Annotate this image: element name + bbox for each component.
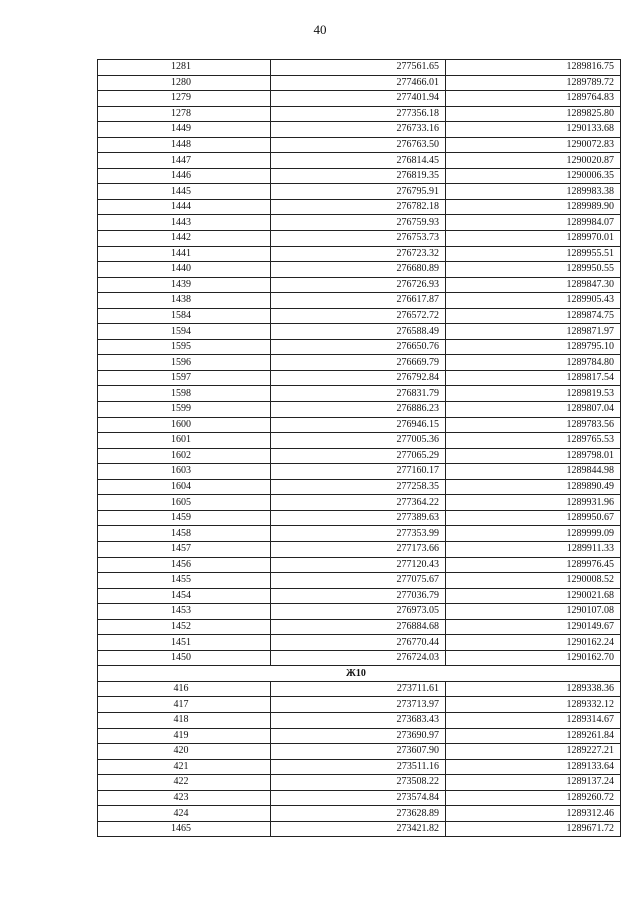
x-coordinate-cell: 277160.17 [271, 464, 446, 480]
point-number-cell: 419 [98, 728, 271, 744]
table-row [98, 417, 621, 433]
y-coordinate-cell: 1289817.54 [446, 370, 621, 386]
y-coordinate-cell: 1290021.68 [446, 588, 621, 604]
y-coordinate-cell: 1289332.12 [446, 697, 621, 713]
point-number-cell: 1602 [98, 448, 271, 464]
table-row [98, 479, 621, 495]
table-row [98, 339, 621, 355]
point-number-cell: 1451 [98, 635, 271, 651]
x-coordinate-cell: 277364.22 [271, 495, 446, 511]
y-coordinate-cell: 1289890.49 [446, 479, 621, 495]
y-coordinate-cell: 1289931.96 [446, 495, 621, 511]
table-row [98, 402, 621, 418]
y-coordinate-cell: 1289844.98 [446, 464, 621, 480]
y-coordinate-cell: 1289227.21 [446, 744, 621, 760]
y-coordinate-cell: 1290149.67 [446, 619, 621, 635]
table-row [98, 75, 621, 91]
x-coordinate-cell: 276572.72 [271, 308, 446, 324]
x-coordinate-cell: 276763.50 [271, 137, 446, 153]
x-coordinate-cell: 276726.93 [271, 277, 446, 293]
table-row [98, 759, 621, 775]
point-number-cell: 418 [98, 712, 271, 728]
point-number-cell: 416 [98, 681, 271, 697]
section-header-group [98, 666, 621, 682]
x-coordinate-cell: 276884.68 [271, 619, 446, 635]
table-row [98, 370, 621, 386]
x-coordinate-cell: 277065.29 [271, 448, 446, 464]
point-number-cell: 1600 [98, 417, 271, 433]
table-row [98, 262, 621, 278]
x-coordinate-cell: 273607.90 [271, 744, 446, 760]
table-row [98, 184, 621, 200]
point-number-cell: 1442 [98, 231, 271, 247]
x-coordinate-cell: 277561.65 [271, 60, 446, 76]
point-number-cell: 1441 [98, 246, 271, 262]
table-row [98, 91, 621, 107]
table-row [98, 386, 621, 402]
table-row [98, 588, 621, 604]
y-coordinate-cell: 1289765.53 [446, 433, 621, 449]
y-coordinate-cell: 1289784.80 [446, 355, 621, 371]
x-coordinate-cell: 276724.03 [271, 650, 446, 666]
x-coordinate-cell: 276680.89 [271, 262, 446, 278]
y-coordinate-cell: 1290008.52 [446, 573, 621, 589]
rows-before-section [98, 60, 621, 666]
point-number-cell: 1459 [98, 510, 271, 526]
x-coordinate-cell: 277466.01 [271, 75, 446, 91]
point-number-cell: 1599 [98, 402, 271, 418]
y-coordinate-cell: 1289871.97 [446, 324, 621, 340]
table-row [98, 650, 621, 666]
y-coordinate-cell: 1289874.75 [446, 308, 621, 324]
x-coordinate-cell: 273683.43 [271, 712, 446, 728]
y-coordinate-cell: 1290162.70 [446, 650, 621, 666]
point-number-cell: 1279 [98, 91, 271, 107]
x-coordinate-cell: 276723.32 [271, 246, 446, 262]
point-number-cell: 1465 [98, 821, 271, 837]
x-coordinate-cell: 276759.93 [271, 215, 446, 231]
y-coordinate-cell: 1289989.90 [446, 199, 621, 215]
table-row [98, 293, 621, 309]
point-number-cell: 1440 [98, 262, 271, 278]
y-coordinate-cell: 1289261.84 [446, 728, 621, 744]
x-coordinate-cell: 276782.18 [271, 199, 446, 215]
x-coordinate-cell: 276650.76 [271, 339, 446, 355]
point-number-cell: 1604 [98, 479, 271, 495]
point-number-cell: 1280 [98, 75, 271, 91]
table-row [98, 775, 621, 791]
y-coordinate-cell: 1289950.67 [446, 510, 621, 526]
table-row [98, 557, 621, 573]
y-coordinate-cell: 1289984.07 [446, 215, 621, 231]
x-coordinate-cell: 277258.35 [271, 479, 446, 495]
y-coordinate-cell: 1289783.56 [446, 417, 621, 433]
table-row [98, 215, 621, 231]
y-coordinate-cell: 1290133.68 [446, 122, 621, 138]
table-row [98, 60, 621, 76]
y-coordinate-cell: 1289847.30 [446, 277, 621, 293]
point-number-cell: 1584 [98, 308, 271, 324]
y-coordinate-cell: 1289260.72 [446, 790, 621, 806]
x-coordinate-cell: 276946.15 [271, 417, 446, 433]
y-coordinate-cell: 1289137.24 [446, 775, 621, 791]
point-number-cell: 1447 [98, 153, 271, 169]
point-number-cell: 420 [98, 744, 271, 760]
table-row [98, 526, 621, 542]
point-number-cell: 1450 [98, 650, 271, 666]
point-number-cell: 422 [98, 775, 271, 791]
section-header-row [98, 666, 621, 682]
x-coordinate-cell: 276795.91 [271, 184, 446, 200]
point-number-cell: 1438 [98, 293, 271, 309]
point-number-cell: 1598 [98, 386, 271, 402]
table-row [98, 541, 621, 557]
y-coordinate-cell: 1289807.04 [446, 402, 621, 418]
point-number-cell: 1453 [98, 604, 271, 620]
table-row [98, 137, 621, 153]
x-coordinate-cell: 277173.66 [271, 541, 446, 557]
y-coordinate-cell: 1289999.09 [446, 526, 621, 542]
table-row [98, 635, 621, 651]
x-coordinate-cell: 276792.84 [271, 370, 446, 386]
y-coordinate-cell: 1289825.80 [446, 106, 621, 122]
x-coordinate-cell: 276831.79 [271, 386, 446, 402]
y-coordinate-cell: 1290006.35 [446, 168, 621, 184]
y-coordinate-cell: 1290020.87 [446, 153, 621, 169]
table-row [98, 308, 621, 324]
point-number-cell: 1455 [98, 573, 271, 589]
table-row [98, 464, 621, 480]
x-coordinate-cell: 276669.79 [271, 355, 446, 371]
x-coordinate-cell: 273713.97 [271, 697, 446, 713]
point-number-cell: 1444 [98, 199, 271, 215]
x-coordinate-cell: 277005.36 [271, 433, 446, 449]
point-number-cell: 417 [98, 697, 271, 713]
table-row [98, 712, 621, 728]
table-row [98, 355, 621, 371]
x-coordinate-cell: 273511.16 [271, 759, 446, 775]
point-number-cell: 1605 [98, 495, 271, 511]
table-row [98, 324, 621, 340]
x-coordinate-cell: 273508.22 [271, 775, 446, 791]
x-coordinate-cell: 276814.45 [271, 153, 446, 169]
table-row [98, 122, 621, 138]
y-coordinate-cell: 1289764.83 [446, 91, 621, 107]
coordinates-table [97, 59, 621, 837]
x-coordinate-cell: 277075.67 [271, 573, 446, 589]
point-number-cell: 1603 [98, 464, 271, 480]
table-row [98, 681, 621, 697]
table-row [98, 619, 621, 635]
table-row [98, 806, 621, 822]
x-coordinate-cell: 273574.84 [271, 790, 446, 806]
point-number-cell: 424 [98, 806, 271, 822]
point-number-cell: 1445 [98, 184, 271, 200]
table-row [98, 604, 621, 620]
table-row [98, 510, 621, 526]
point-number-cell: 1446 [98, 168, 271, 184]
table-row [98, 106, 621, 122]
y-coordinate-cell: 1289950.55 [446, 262, 621, 278]
y-coordinate-cell: 1289983.38 [446, 184, 621, 200]
point-number-cell: 1278 [98, 106, 271, 122]
y-coordinate-cell: 1289955.51 [446, 246, 621, 262]
point-number-cell: 1458 [98, 526, 271, 542]
table-row [98, 821, 621, 837]
table-row [98, 199, 621, 215]
x-coordinate-cell: 276973.05 [271, 604, 446, 620]
point-number-cell: 421 [98, 759, 271, 775]
y-coordinate-cell: 1289798.01 [446, 448, 621, 464]
x-coordinate-cell: 277401.94 [271, 91, 446, 107]
y-coordinate-cell: 1289976.45 [446, 557, 621, 573]
table-row [98, 246, 621, 262]
table-row [98, 728, 621, 744]
x-coordinate-cell: 273628.89 [271, 806, 446, 822]
point-number-cell: 1457 [98, 541, 271, 557]
point-number-cell: 1449 [98, 122, 271, 138]
point-number-cell: 1454 [98, 588, 271, 604]
y-coordinate-cell: 1289314.67 [446, 712, 621, 728]
y-coordinate-cell: 1289312.46 [446, 806, 621, 822]
section-title: Ж10 [98, 666, 621, 682]
x-coordinate-cell: 276753.73 [271, 231, 446, 247]
y-coordinate-cell: 1290072.83 [446, 137, 621, 153]
y-coordinate-cell: 1290162.24 [446, 635, 621, 651]
point-number-cell: 423 [98, 790, 271, 806]
x-coordinate-cell: 273711.61 [271, 681, 446, 697]
point-number-cell: 1594 [98, 324, 271, 340]
point-number-cell: 1456 [98, 557, 271, 573]
table-row [98, 448, 621, 464]
x-coordinate-cell: 277389.63 [271, 510, 446, 526]
table-row [98, 495, 621, 511]
y-coordinate-cell: 1289671.72 [446, 821, 621, 837]
x-coordinate-cell: 273421.82 [271, 821, 446, 837]
x-coordinate-cell: 277353.99 [271, 526, 446, 542]
x-coordinate-cell: 276886.23 [271, 402, 446, 418]
point-number-cell: 1597 [98, 370, 271, 386]
x-coordinate-cell: 276588.49 [271, 324, 446, 340]
point-number-cell: 1439 [98, 277, 271, 293]
x-coordinate-cell: 276770.44 [271, 635, 446, 651]
y-coordinate-cell: 1289905.43 [446, 293, 621, 309]
y-coordinate-cell: 1289338.36 [446, 681, 621, 697]
y-coordinate-cell: 1289816.75 [446, 60, 621, 76]
table-row [98, 277, 621, 293]
table-row [98, 433, 621, 449]
table-row [98, 231, 621, 247]
point-number-cell: 1595 [98, 339, 271, 355]
y-coordinate-cell: 1289789.72 [446, 75, 621, 91]
point-number-cell: 1448 [98, 137, 271, 153]
point-number-cell: 1601 [98, 433, 271, 449]
rows-after-section [98, 681, 621, 836]
x-coordinate-cell: 276617.87 [271, 293, 446, 309]
point-number-cell: 1281 [98, 60, 271, 76]
point-number-cell: 1596 [98, 355, 271, 371]
x-coordinate-cell: 276733.16 [271, 122, 446, 138]
x-coordinate-cell: 277036.79 [271, 588, 446, 604]
x-coordinate-cell: 277356.18 [271, 106, 446, 122]
point-number-cell: 1443 [98, 215, 271, 231]
x-coordinate-cell: 277120.43 [271, 557, 446, 573]
y-coordinate-cell: 1289970.01 [446, 231, 621, 247]
table-row [98, 790, 621, 806]
y-coordinate-cell: 1289911.33 [446, 541, 621, 557]
page-number: 40 [313, 22, 327, 37]
table-row [98, 153, 621, 169]
y-coordinate-cell: 1290107.08 [446, 604, 621, 620]
x-coordinate-cell: 276819.35 [271, 168, 446, 184]
table-row [98, 573, 621, 589]
table-row [98, 697, 621, 713]
table-row [98, 168, 621, 184]
x-coordinate-cell: 273690.97 [271, 728, 446, 744]
y-coordinate-cell: 1289819.53 [446, 386, 621, 402]
y-coordinate-cell: 1289133.64 [446, 759, 621, 775]
y-coordinate-cell: 1289795.10 [446, 339, 621, 355]
point-number-cell: 1452 [98, 619, 271, 635]
table-row [98, 744, 621, 760]
